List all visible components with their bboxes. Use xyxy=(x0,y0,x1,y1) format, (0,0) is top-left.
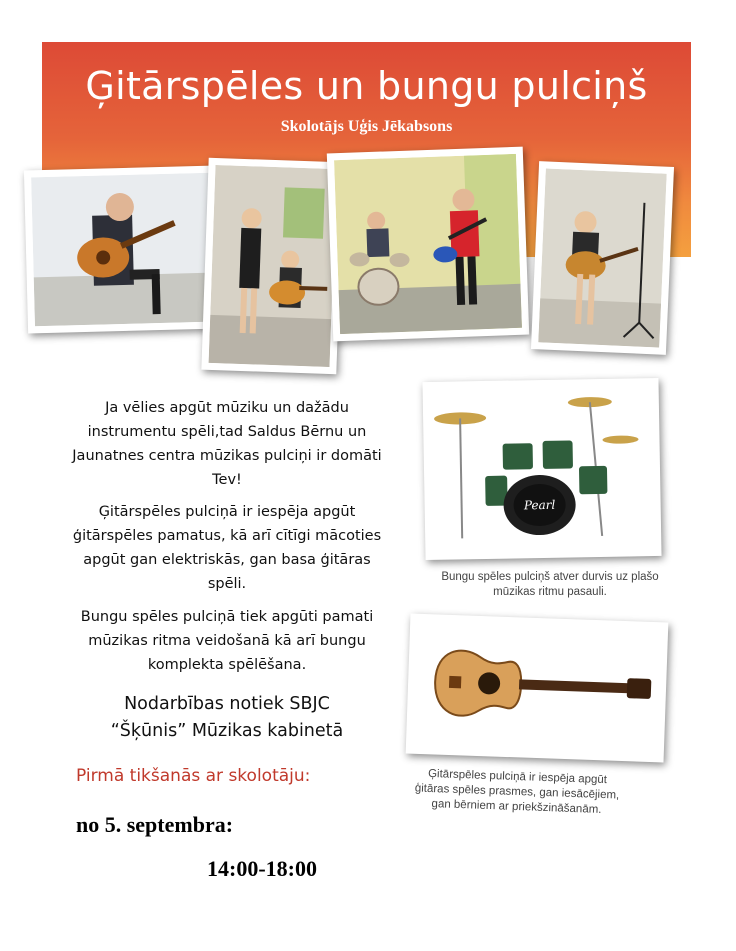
drum-brand-logo: Pearl xyxy=(523,497,556,513)
photo-acoustic-guitar xyxy=(406,614,669,763)
drum-caption: Bungu spēles pulciņš atver durvis uz plašo mūzikas ritmu pasauli. xyxy=(441,571,659,598)
location-line-1: Nodarbības notiek SBJC xyxy=(124,694,330,714)
intro-paragraph-1: Ja vēlies apgūt mūziku un dažādu instrumentu spēli,tad Saldus Bērnu un Jaunatnes centra mūzikas pulciņi ir domāti Tev! xyxy=(72,400,382,488)
page-subtitle: Skolotājs Uģis Jēkabsons xyxy=(280,118,453,135)
photo-girls-guitar xyxy=(201,158,343,375)
intro-paragraph-3: Bungu spēles pulciņā tiek apgūti pamati mūzikas ritma veidošanā kā arī bungu komplekta spēlēšana. xyxy=(80,609,374,673)
intro-paragraph-2: Ģitārspēles pulciņā ir iespēja apgūt ģitārspēles pamatus, kā arī cītīgi mācoties apgūt gan elektriskās, gan basa ģitāras spēli. xyxy=(72,504,382,592)
meeting-label: Pirmā tikšanās ar skolotāju: xyxy=(76,766,311,786)
location-line-2: “Šķūnis” Mūzikas kabinetā xyxy=(110,721,344,741)
photo-band xyxy=(327,147,529,342)
guitar-caption: Ģitārspēles pulciņā ir iespēja apgūt ģitāras spēles prasmes, gan iesācējiem, gan bērniem ar priekšzināšanām. xyxy=(414,767,620,816)
photo-drum-kit xyxy=(422,378,661,560)
meeting-date: no 5. septembra: xyxy=(76,812,234,837)
photo-girl-guitar xyxy=(531,161,674,355)
photo-boy-guitar xyxy=(24,166,220,334)
meeting-time: 14:00-18:00 xyxy=(207,856,317,881)
page-title: Ģitārspēles un bungu pulciņš xyxy=(85,64,648,108)
